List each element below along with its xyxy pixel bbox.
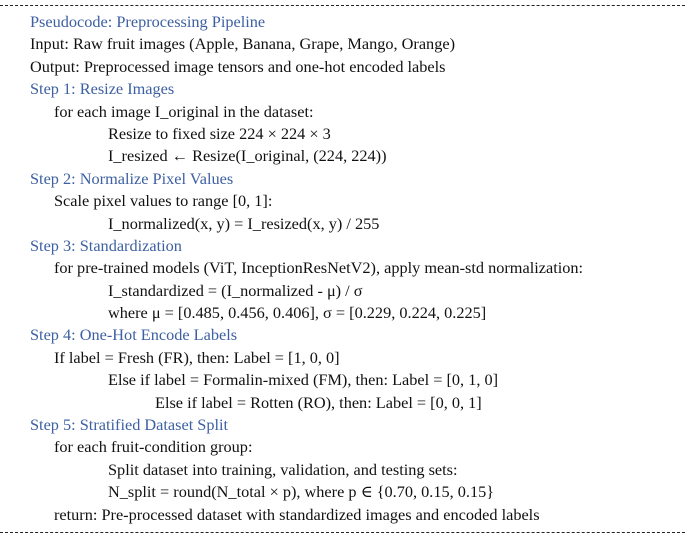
code-line: N_split = round(N_total × p), where p ∈ {0.70, 0.15, 0.15} (108, 482, 495, 502)
code-line: Else if label = Formalin-mixed (FM), then: Label = [0, 1, 0] (108, 370, 499, 390)
step-heading: Step 3: Standardization (30, 235, 182, 255)
step-heading: Step 5: Stratified Dataset Split (30, 415, 229, 435)
code-line: Else if label = Rotten (RO), then: Label = [0, 0, 1] (155, 392, 482, 412)
code-line: Resize to fixed size 224 × 224 × 3 (108, 123, 331, 143)
code-line: Input: Raw fruit images (Apple, Banana, Grape, Mango, Orange) (30, 34, 455, 54)
code-line: for each fruit-condition group: (54, 437, 253, 457)
code-line: Split dataset into training, validation, and testing sets: (108, 459, 458, 479)
code-line: where μ = [0.485, 0.456, 0.406], σ = [0.229, 0.224, 0.225] (108, 303, 487, 323)
code-line: If label = Fresh (FR), then: Label = [1, 0, 0] (54, 347, 340, 367)
code-line: for pre-trained models (ViT, InceptionResNetV2), apply mean-std normalization: (54, 258, 584, 278)
top-dashed-rule (0, 5, 685, 6)
code-line: I_normalized(x, y) = I_resized(x, y) / 255 (108, 213, 380, 233)
code-line: I_standardized = (I_normalized - μ) / σ (108, 280, 363, 300)
step-heading: Step 2: Normalize Pixel Values (30, 168, 234, 188)
code-line: I_resized ← Resize(I_original, (224, 224)) (108, 146, 387, 166)
code-line: return: Pre-processed dataset with standardized images and encoded labels (54, 504, 540, 524)
code-line: Scale pixel values to range [0, 1]: (54, 191, 273, 211)
pseudocode-title: Pseudocode: Preprocessing Pipeline (30, 12, 266, 31)
step-heading: Step 1: Resize Images (30, 79, 175, 99)
bottom-dashed-rule (0, 532, 685, 533)
code-line: for each image I_original in the dataset: (54, 101, 314, 121)
step-heading: Step 4: One-Hot Encode Labels (30, 325, 238, 345)
code-line: Output: Preprocessed image tensors and one-hot encoded labels (30, 56, 446, 76)
pseudocode-block (0, 11, 685, 526)
